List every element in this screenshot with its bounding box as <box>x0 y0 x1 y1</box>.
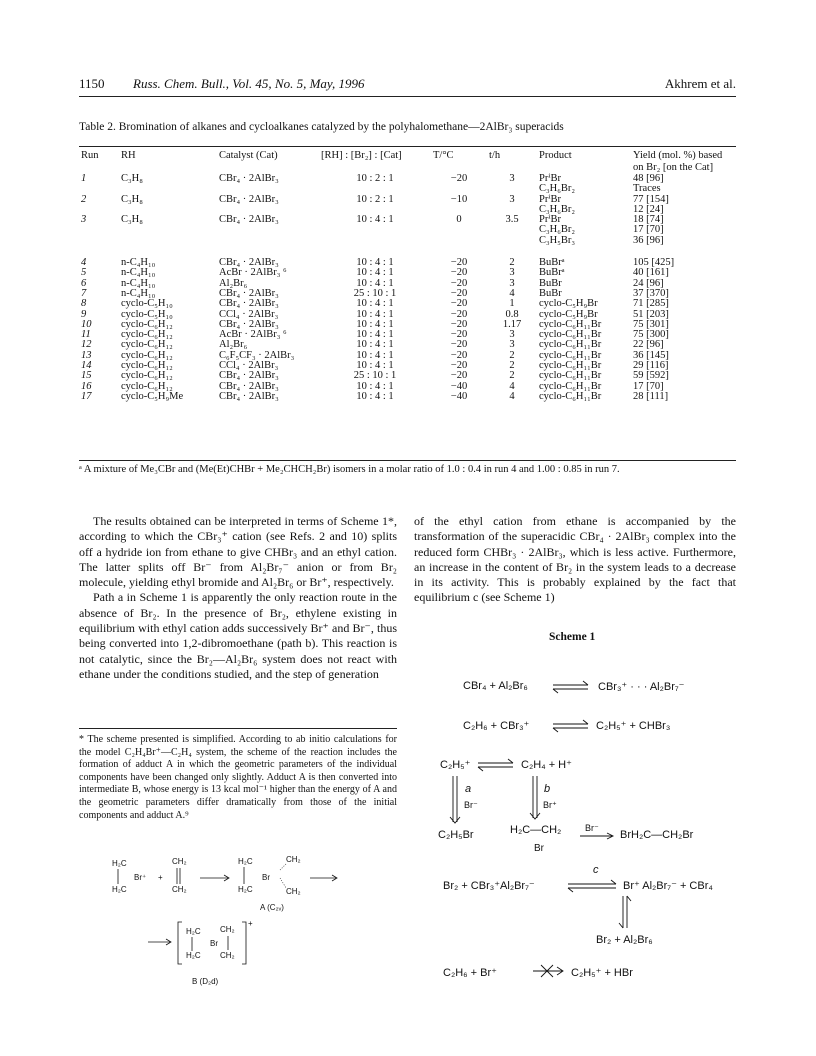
table-cell-time: 3 <box>509 329 515 341</box>
table-cell-yield: 29 [116] <box>633 360 669 372</box>
table-cell-cat: CBr₄ · 2AlBr₃ <box>219 287 279 299</box>
svg-text:CH₂: CH₂ <box>220 925 235 934</box>
table-cell-temp: −20 <box>450 329 468 341</box>
table-cell-product: cyclo-C₅H₉Br <box>539 308 598 320</box>
table-cell-run: 13 <box>81 349 92 361</box>
column-header: Product <box>539 150 572 161</box>
table-cell-run: 14 <box>81 360 92 372</box>
table-cell-product: cyclo-C₆H₁₁Br <box>539 370 602 382</box>
table-cell-rh: n-C₄H₁₀ <box>121 277 156 289</box>
table-cell-cat: Al₂Br₆ <box>219 277 248 289</box>
table-cell-product: cyclo-C₅H₉Br <box>539 298 598 310</box>
table-cell-yield: 40 [161] <box>633 267 669 279</box>
table-cell-product: C₃H₆Br₂ <box>539 183 576 195</box>
table-cell-yield: 17 [70] <box>633 380 664 392</box>
table-cell-product: PrⁱBr <box>539 193 561 205</box>
table-cell-temp: −20 <box>450 370 468 382</box>
table-cell-ratio: 10 : 2 : 1 <box>356 173 394 184</box>
table-cell-ratio: 10 : 4 : 1 <box>356 267 394 279</box>
svg-text:Br: Br <box>210 939 218 948</box>
column-header: RH <box>121 150 136 161</box>
table-cell-yield: 37 [370] <box>633 287 669 299</box>
table-cell-ratio: 10 : 4 : 1 <box>356 349 394 361</box>
table-cell-cat: Al₂Br₆ <box>219 339 248 351</box>
scheme-title: Scheme 1 <box>549 631 596 643</box>
table-cell-time: 2 <box>509 360 515 372</box>
table-cell-run: 3 <box>81 214 87 226</box>
table-cell-rh: n-C₄H₁₀ <box>121 287 156 299</box>
table-cell-temp: −20 <box>450 349 468 361</box>
paragraph: The results obtained can be interpreted in terms of Scheme 1*, according to which the CBr₃⁺ cation (see Refs. 2 and 10) splits off a hydride ion from ethane to give CHBr₃ and an ethyl cation. The latter splits off Br⁻ from Al₂Br₇⁻ anion or from Br₂ molecule, yielding ethyl bromide and Al₂Br₆ or Br⁺, respectively. <box>79 514 397 590</box>
table-cell-ratio: 10 : 4 : 1 <box>356 214 394 226</box>
structure-b-label: B (D₂d) <box>192 977 219 986</box>
table-cell-rh: cyclo-C₆H₁₂ <box>121 370 173 382</box>
svg-text:CH₂: CH₂ <box>286 887 301 896</box>
table-cell-time: 3 <box>509 193 515 205</box>
table-cell-time: 2 <box>509 349 515 361</box>
table-cell-time: 4 <box>509 380 515 392</box>
table-cell-run: 6 <box>81 277 87 289</box>
table-cell-yield: 48 [96] <box>633 173 664 184</box>
column-header: Run <box>81 150 99 161</box>
table-cell-product: cyclo-C₆H₁₁Br <box>539 390 602 402</box>
table-cell-run: 16 <box>81 380 92 392</box>
table-cell-ratio: 25 : 10 : 1 <box>353 370 397 382</box>
table-cell-rh: cyclo-C₆H₁₂ <box>121 360 173 372</box>
table-cell-ratio: 10 : 4 : 1 <box>356 277 394 289</box>
table-cell-product: PrⁱBr <box>539 173 561 184</box>
table-cell-yield: 59 [592] <box>633 370 669 382</box>
table-cell-run: 15 <box>81 370 92 382</box>
column-header: t/h <box>489 150 501 161</box>
table-cell-run: 17 <box>81 390 92 402</box>
table-cell-product: BuBrᵃ <box>539 257 565 269</box>
table-cell-yield: 18 [74] <box>633 214 664 226</box>
column-header: Catalyst (Cat) <box>219 150 278 161</box>
table-cell-product: BuBr <box>539 287 562 299</box>
table-cell-ratio: 10 : 4 : 1 <box>356 308 394 320</box>
table-cell-ratio: 25 : 10 : 1 <box>353 287 397 299</box>
table-cell-run: 11 <box>81 329 91 341</box>
table-cell-ratio: 10 : 4 : 1 <box>356 318 394 330</box>
table-cell-ratio: 10 : 4 : 1 <box>356 339 394 351</box>
table-cell-temp: −20 <box>450 267 468 279</box>
scheme-eq2-right: C₂H₅⁺ + CHBr₃ <box>596 720 671 732</box>
page-number: 1150 <box>79 76 105 91</box>
table-cell-cat: AcBr · 2AlBr₃ ⁶ <box>219 267 287 279</box>
table-cell-yield: 105 [425] <box>633 257 675 269</box>
table-cell-temp: −20 <box>450 257 468 269</box>
column-header: Yield (mol. %) based on Br₂ [on the Cat] <box>633 150 723 173</box>
table-cell-yield: 36 [96] <box>633 234 664 246</box>
svg-text:H₂C: H₂C <box>112 859 127 868</box>
table-cell-product: cyclo-C₆H₁₁Br <box>539 318 602 330</box>
table-cell-time: 1 <box>509 298 515 310</box>
table-cell-temp: −20 <box>450 339 468 351</box>
table-cell-run: 2 <box>81 193 87 205</box>
table-cell-product: cyclo-C₆H₁₁Br <box>539 339 602 351</box>
table-cell-temp: −20 <box>450 318 468 330</box>
scheme-eq7-right: C₂H₅⁺ + HBr <box>571 967 633 979</box>
table-cell-yield: 28 [111] <box>633 390 669 402</box>
table-cell-yield: 75 [300] <box>633 329 669 341</box>
table-cell-temp: −20 <box>450 308 468 320</box>
table-cell-rh: C₃H₈ <box>121 214 143 226</box>
table-cell-ratio: 10 : 4 : 1 <box>356 298 394 310</box>
table-cell-ratio: 10 : 4 : 1 <box>356 257 394 269</box>
table-cell-rh: C₃H₈ <box>121 193 143 205</box>
table-cell-ratio: 10 : 4 : 1 <box>356 329 394 341</box>
table-cell-ratio: 10 : 4 : 1 <box>356 390 394 402</box>
table-cell-rh: cyclo-C₆H₁₂ <box>121 329 173 341</box>
table-cell-time: 4 <box>509 390 515 402</box>
scheme-eq7-left: C₂H₆ + Br⁺ <box>443 967 497 979</box>
scheme-eq3-right: C₂H₄ + H⁺ <box>521 759 572 771</box>
table-cell-cat: CBr₄ · 2AlBr₃ <box>219 257 279 269</box>
table-cell-product: BuBrᵃ <box>539 267 565 279</box>
table-cell-cat: CBr₄ · 2AlBr₃ <box>219 298 279 310</box>
table-cell-ratio: 10 : 2 : 1 <box>356 193 394 205</box>
table-cell-cat: CBr₄ · 2AlBr₃ <box>219 193 279 205</box>
table-cell-temp: 0 <box>456 214 462 226</box>
svg-text:Br: Br <box>262 873 270 882</box>
br-plus-label: Br⁺ <box>543 800 557 810</box>
bromonium-br: Br <box>534 843 544 854</box>
table-cell-cat: CBr₄ · 2AlBr₃ <box>219 390 279 402</box>
table-cell-cat: C₆F₅CF₃ · 2AlBr₃ <box>219 349 295 361</box>
table-cell-rh: cyclo-C₆H₁₂ <box>121 349 173 361</box>
svg-text:H₂C: H₂C <box>186 951 201 960</box>
table-cell-yield: 22 [96] <box>633 339 664 351</box>
table-cell-product: cyclo-C₆H₁₁Br <box>539 349 602 361</box>
table-cell-ratio: 10 : 4 : 1 <box>356 380 394 392</box>
bromonium-ion: H₂C—CH₂ <box>510 824 562 836</box>
scheme-eq2-left: C₂H₆ + CBr₃⁺ <box>463 720 530 732</box>
table-cell-time: 3 <box>509 173 515 184</box>
table-cell-cat: AcBr · 2AlBr₃ ⁶ <box>219 329 287 341</box>
table-cell-temp: −20 <box>450 360 468 372</box>
table-cell-rh: n-C₄H₁₀ <box>121 257 156 269</box>
table-cell-temp: −20 <box>450 287 468 299</box>
structure-a-label: A (C₂ᵥ) <box>260 903 284 912</box>
table-cell-time: 4 <box>509 287 515 299</box>
footnote: * The scheme presented is simplified. According to ab initio calculations for the model C₂H₄Br⁺—C₂H₄ system, the scheme of the reaction includes the formation of adduct A in which the geometric parameters of the individual components have been changed only slightly. Adduct A is then converted into intermediate B, whose energy is 13 kcal mol⁻¹ higher than the energy of A and the geometric parameters differ dramatically from those of the initial components and adduct A.⁹ <box>79 734 397 821</box>
svg-text:Br⁺: Br⁺ <box>134 873 147 882</box>
table-cell-time: 2 <box>509 370 515 382</box>
table-cell-temp: −20 <box>450 298 468 310</box>
path-a-label: a <box>465 783 472 795</box>
svg-text:H₂C: H₂C <box>238 885 253 894</box>
table-footnote: ᵃ A mixture of Me₃CBr and (Me(Et)CHBr + Me₂CHCH₂Br) isomers in a molar ratio of 1.0 : 0.4 in run 4 and 1.00 : 0.85 in run 7. <box>79 464 620 475</box>
table-cell-cat: CBr₄ · 2AlBr₃ <box>219 173 279 184</box>
table-cell-time: 3 <box>509 339 515 351</box>
table-cell-rh: cyclo-C₅H₁₀ <box>121 298 173 310</box>
table-cell-rh: cyclo-C₅H₉Me <box>121 390 184 402</box>
scheme-eq5-right: Br⁺ Al₂Br₇⁻ + CBr₄ <box>623 880 713 892</box>
table-cell-cat: CBr₄ · 2AlBr₃ <box>219 214 279 226</box>
svg-text:H₂C: H₂C <box>112 885 127 894</box>
svg-text:H₂C: H₂C <box>186 927 201 936</box>
table-cell-temp: −40 <box>450 380 468 392</box>
paragraph: Path a in Scheme 1 is apparently the only reaction route in the absence of Br₂. In the presence of Br₂, ethylene existing in equilibrium with ethyl cation adds successively Br⁺ and Br⁻, thus being converted into 1,2-dibromoethane (path b). This reaction is not catalytic, since the Br₂—Al₂Br₆ system does not react with ethane under the conditions studied, and the step of generation <box>79 590 397 681</box>
table-cell-run: 10 <box>81 318 92 330</box>
table-cell-cat: CBr₄ · 2AlBr₃ <box>219 380 279 392</box>
scheme-eq1-right: CBr₃⁺ · · · Al₂Br₇⁻ <box>598 681 685 693</box>
table-cell-run: 7 <box>81 287 87 299</box>
svg-text:H₂C: H₂C <box>238 857 253 866</box>
table-cell-yield: 12 [24] <box>633 203 664 215</box>
journal-citation: Russ. Chem. Bull., Vol. 45, No. 5, May, 1996 <box>133 76 365 91</box>
table-cell-time: 3.5 <box>505 214 519 226</box>
table-cell-product: cyclo-C₆H₁₁Br <box>539 329 602 341</box>
br-minus-label: Br⁻ <box>464 800 478 810</box>
table-cell-yield: Traces <box>633 183 661 195</box>
scheme-eq1-left: CBr₄ + Al₂Br₆ <box>463 680 528 692</box>
table-cell-product: C₃H₆Br₂ <box>539 224 576 236</box>
table-cell-yield: 51 [203] <box>633 308 669 320</box>
table-cell-cat: CBr₄ · 2AlBr₃ <box>219 370 279 382</box>
table-cell-rh: n-C₄H₁₀ <box>121 267 156 279</box>
path-c-label: c <box>593 864 599 876</box>
table-cell-ratio: 10 : 4 : 1 <box>356 360 394 372</box>
table-cell-rh: cyclo-C₅H₁₀ <box>121 308 173 320</box>
table-cell-product: PrⁱBr <box>539 214 561 226</box>
table-cell-temp: −10 <box>450 193 468 205</box>
svg-text:+: + <box>248 919 253 928</box>
svg-text:+: + <box>158 873 163 882</box>
table-cell-rh: cyclo-C₆H₁₂ <box>121 339 173 351</box>
ethyl-bromide: C₂H₅Br <box>438 829 474 841</box>
table-cell-run: 4 <box>81 257 87 269</box>
table-cell-run: 9 <box>81 308 87 320</box>
table-cell-temp: −20 <box>450 173 468 184</box>
table-caption: Table 2. Bromination of alkanes and cycloalkanes catalyzed by the polyhalomethane—2AlBr₃ superacids <box>79 121 564 133</box>
table-cell-product: C₃H₅Br₃ <box>539 234 576 246</box>
paragraph: of the ethyl cation from ethane is accompanied by the transformation of the superacidic CBr₄ · 2AlBr₃ complex into the reduced form CHBr₃ · 2AlBr₃, which is less active. Furthermore, an increase in the content of Br₂ in the system leads to a decrease in its activity. This is probably explained by the fact that equilibrium c (see Scheme 1) <box>414 514 736 605</box>
table-cell-rh: cyclo-C₆H₁₂ <box>121 380 173 392</box>
svg-text:CH₂: CH₂ <box>172 885 187 894</box>
table-cell-product: cyclo-C₆H₁₁Br <box>539 380 602 392</box>
table-cell-product: cyclo-C₆H₁₁Br <box>539 360 602 372</box>
dibromoethane: BrH₂C—CH₂Br <box>620 829 694 841</box>
column-header: T/°C <box>433 150 454 161</box>
table-cell-time: 1.17 <box>502 318 522 330</box>
table-cell-time: 3 <box>509 277 515 289</box>
br-minus-label-2: Br⁻ <box>585 823 599 833</box>
table-cell-product: C₃H₆Br₂ <box>539 203 576 215</box>
table-cell-yield: 36 [145] <box>633 349 669 361</box>
table-cell-time: 2 <box>509 257 515 269</box>
table-cell-yield: 71 [285] <box>633 298 669 310</box>
scheme-eq3-left: C₂H₅⁺ <box>440 759 471 771</box>
table-cell-time: 0.8 <box>505 308 519 320</box>
table-cell-temp: −40 <box>450 390 468 402</box>
table-cell-yield: 17 [70] <box>633 224 664 236</box>
scheme-eq5-left: Br₂ + CBr₃⁺Al₂Br₇⁻ <box>443 880 535 892</box>
table-cell-run: 5 <box>81 267 87 279</box>
table-cell-cat: CCl₄ · 2AlBr₃ <box>219 308 279 320</box>
svg-text:CH₂: CH₂ <box>172 857 187 866</box>
svg-text:CH₂: CH₂ <box>286 855 301 864</box>
path-b-label: b <box>544 783 551 795</box>
table-cell-product: BuBr <box>539 277 562 289</box>
table-cell-yield: 75 [301] <box>633 318 669 330</box>
authors: Akhrem et al. <box>664 76 736 91</box>
table-cell-rh: C₃H₈ <box>121 173 143 184</box>
table-cell-temp: −20 <box>450 277 468 289</box>
svg-text:CH₂: CH₂ <box>220 951 235 960</box>
table-cell-time: 3 <box>509 267 515 279</box>
scheme-eq6: Br₂ + Al₂Br₆ <box>596 934 653 946</box>
table-cell-run: 8 <box>81 298 87 310</box>
table-cell-yield: 77 [154] <box>633 193 669 205</box>
table-cell-rh: cyclo-C₆H₁₂ <box>121 318 173 330</box>
table-cell-cat: CCl₄ · 2AlBr₃ <box>219 360 279 372</box>
column-header: [RH] : [Br₂] : [Cat] <box>321 150 402 161</box>
table-cell-cat: CBr₄ · 2AlBr₃ <box>219 318 279 330</box>
table-cell-yield: 24 [96] <box>633 277 664 289</box>
table-cell-run: 12 <box>81 339 92 351</box>
table-cell-run: 1 <box>81 173 87 184</box>
